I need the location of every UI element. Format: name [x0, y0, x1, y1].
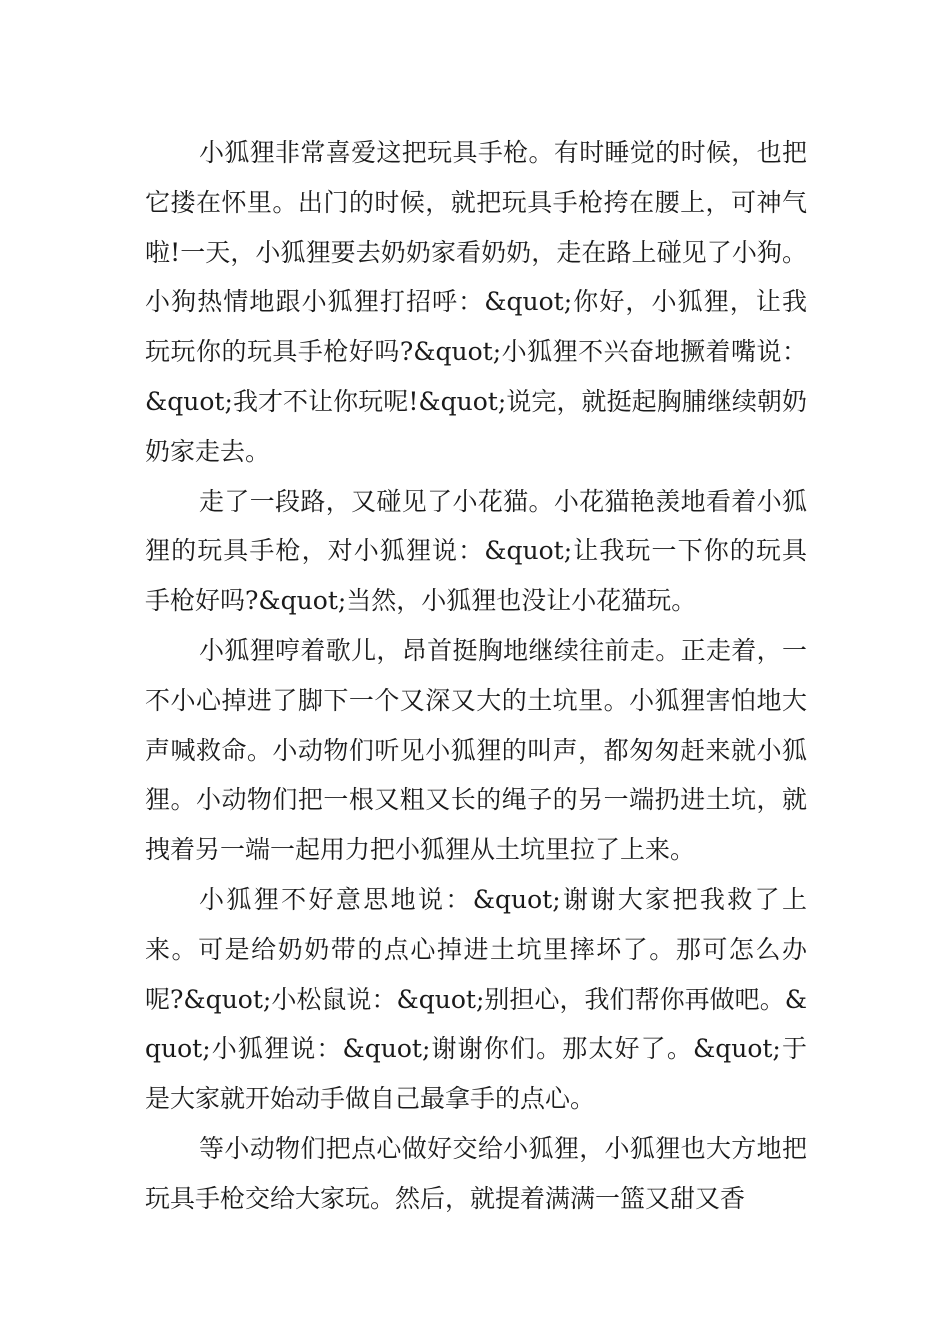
- paragraph-4: 小狐狸不好意思地说：&quot;谢谢大家把我救了上来。可是给奶奶带的点心掉进土坑里摔坏了。那可怎么办呢?&quot;小松鼠说：&quot;别担心，我们帮你再做吧。&quot;小狐狸说：&quot;谢谢你们。那太好了。&quot;于是大家就开始动手做自己最拿手的点心。: [145, 884, 807, 1114]
- story-text: [145, 128, 807, 1224]
- paragraph-5: 等小动物们把点心做好交给小狐狸，小狐狸也大方地把玩具手枪交给大家玩。然后，就提着满满一篮又甜又香: [145, 1133, 807, 1213]
- paragraph-3: 小狐狸哼着歌儿，昂首挺胸地继续往前走。正走着，一不小心掉进了脚下一个又深又大的土坑里。小狐狸害怕地大声喊救命。小动物们听见小狐狸的叫声，都匆匆赶来就小狐狸。小动物们把一根又粗又长的绳子的另一端扔进土坑，就拽着另一端一起用力把小狐狸从土坑里拉了上来。: [145, 635, 807, 865]
- paragraph-2: 走了一段路，又碰见了小花猫。小花猫艳羡地看着小狐狸的玩具手枪，对小狐狸说：&quot;让我玩一下你的玩具手枪好吗?&quot;当然，小狐狸也没让小花猫玩。: [145, 486, 807, 616]
- paragraph-1: 小狐狸非常喜爱这把玩具手枪。有时睡觉的时候，也把它搂在怀里。出门的时候，就把玩具手枪挎在腰上，可神气啦!一天，小狐狸要去奶奶家看奶奶，走在路上碰见了小狗。小狗热情地跟小狐狸打招呼：&quot;你好，小狐狸，让我玩玩你的玩具手枪好吗?&quot;小狐狸不兴奋地撅着嘴说：&quot;我才不让你玩呢!&quot;说完，就挺起胸脯继续朝奶奶家走去。: [145, 138, 807, 466]
